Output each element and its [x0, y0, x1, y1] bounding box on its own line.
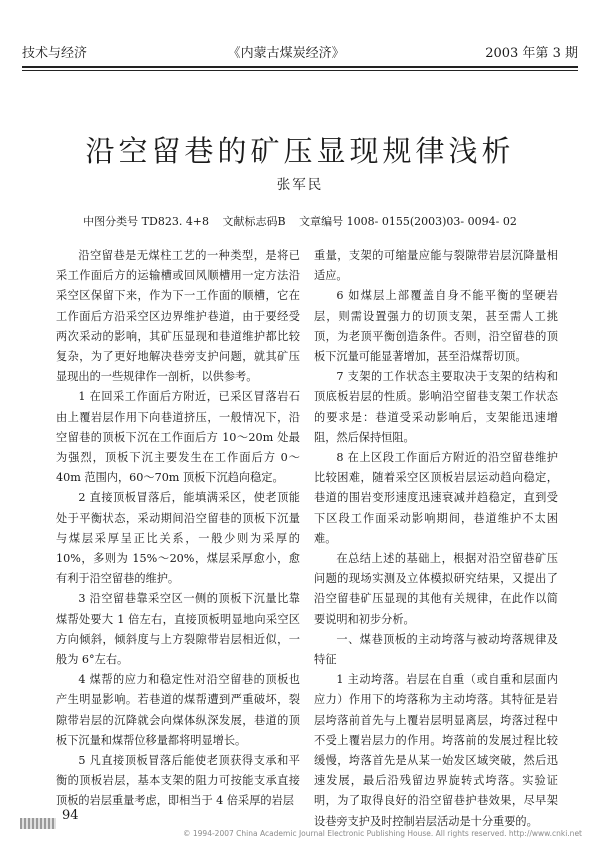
- classification-line: [0, 213, 600, 229]
- copyright-notice: © 1994-2007 China Academic Journal Electronic Publishing House. All rights reserved. http://www.cnki.net: [183, 829, 582, 838]
- page-number: 94: [62, 808, 79, 823]
- paragraph-point-5-continued: 重量，支架的可缩量应能与裂隙带岩层沉降量相适应。: [314, 249, 558, 283]
- header-rule-thick: [22, 66, 578, 68]
- clc-number: 中图分类号 TD823. 4+8: [83, 215, 210, 228]
- paragraph-point-3: 3 沿空留巷靠采空区一侧的顶板下沉量比靠煤帮处要大 1 倍左右，直接顶板明显地向采空区方向倾斜，倾斜度与上方裂隙带岩层相近似，一般为 6°左右。: [56, 592, 300, 667]
- paragraph-point-7: 7 支架的工作状态主要取决于支架的结构和顶底板岩层的性质。影响沿空留巷支架工作状态的要求是：巷道受采动影响后，支架能迅速增阻，然后保持恒阻。: [314, 370, 558, 444]
- body-column-right: [314, 246, 558, 832]
- article-number: 文章编号 1008- 0155(2003)03- 0094- 02: [299, 215, 517, 228]
- paragraph-point-1: 1 在回采工作面后方附近，已采区冒落岩石由上覆岩层作用下向巷道挤压，一般情况下，沿空留巷的顶板下沉在工作面后方 10～20m 处最为强烈，顶板下沉主要发生在工作面后方 0～40m 范围内，60～70m 顶板下沉趋向稳定。: [56, 390, 300, 485]
- header-issue: 2003 年第 3 期: [485, 46, 578, 61]
- paragraph-point-4: 4 煤帮的应力和稳定性对沿空留巷的顶板也产生明显影响。若巷道的煤帮遭到严重破坏，裂隙带岩层的沉降就会向煤体纵深发展，巷道的顶板下沉量和煤帮位移量都将明显增长。: [56, 673, 300, 747]
- section-heading-1: 一、煤巷顶板的主动垮落与被动垮落规律及特征: [314, 632, 558, 667]
- footer-barcode-mark: [20, 818, 56, 829]
- article-title: 沿空留巷的矿压显现规律浅析: [85, 134, 515, 169]
- header-rule-thin: [22, 70, 578, 71]
- paragraph-point-5: 5 凡直接顶板冒落后能使老顶获得支承和平衡的顶板岩层，基本支架的阻力可按能支承直接顶板的岩层重量考虑，即相当于 4 倍采厚的岩层: [56, 754, 300, 808]
- paragraph-point-2: 2 直接顶板冒落后，能填满采区，使老顶能处于平衡状态，采动期间沿空留巷的顶板下沉量与煤层采厚呈正比关系，一般少则为采厚的 10%，多则为 15%～20%，煤层采厚愈小，愈有利于沿空留巷的维护。: [56, 491, 300, 586]
- paragraph-active-collapse: 1 主动垮落。岩层在自重（或自重和层面内应力）作用下的垮落称为主动垮落。其特征是岩层垮落前首先与上覆岩层明显离层，垮落过程中不受上覆岩层力的作用。垮落前的发展过程比较缓慢，垮落首先是从某一始发区域突破，然后迅速发展，最后沿残留边界旋转式垮落。实验证明，为了取得良好的沿空留巷护巷效果，尽早架设巷旁支护及时控制岩层活动是十分重要的。: [314, 673, 558, 828]
- running-header: [22, 42, 578, 61]
- paragraph-point-6: 6 如煤层上部覆盖自身不能平衡的坚硬岩层，则需设置强力的切顶支架，甚至需人工挑顶，为老顶平衡创造条件。否则，沿空留巷的顶板下沉量可能显著增加，甚至沿煤帮切顶。: [314, 289, 558, 364]
- header-journal: 《内蒙古煤炭经济》: [227, 46, 345, 61]
- document-code: 文献标志码B: [222, 215, 286, 228]
- header-section: 技术与经济: [22, 46, 88, 61]
- body-column-left: [56, 246, 300, 812]
- paragraph-point-8: 8 在上区段工作面后方附近的沿空留巷维护比较困难，随着采空区顶板岩层运动趋向稳定，巷道的围岩变形速度迅速衰减并趋稳定，直到受下区段工作面采动影响期间，巷道维护不太困难。: [314, 451, 558, 545]
- author-name: 张军民: [276, 177, 324, 193]
- paragraph-summary: 在总结上述的基础上，根据对沿空留巷矿压问题的现场实测及立体模拟研究结果，又提出了沿空留巷矿压显现的其他有关规律，在此作以简要说明和初步分析。: [314, 552, 558, 626]
- paragraph-intro: 沿空留巷是无煤柱工艺的一种类型，是将已采工作面后方的运输槽或回风顺槽用一定方法沿采空区保留下来，作为下一工作面的顺槽，它在工作面后方沿采空区边界维护巷道，由于要经受两次采动的影响，其矿压显现和巷道维护都比较复杂，为了更好地解决巷旁支护问题，就其矿压显现出的一些规律作一剖析，以供参考。: [56, 249, 300, 384]
